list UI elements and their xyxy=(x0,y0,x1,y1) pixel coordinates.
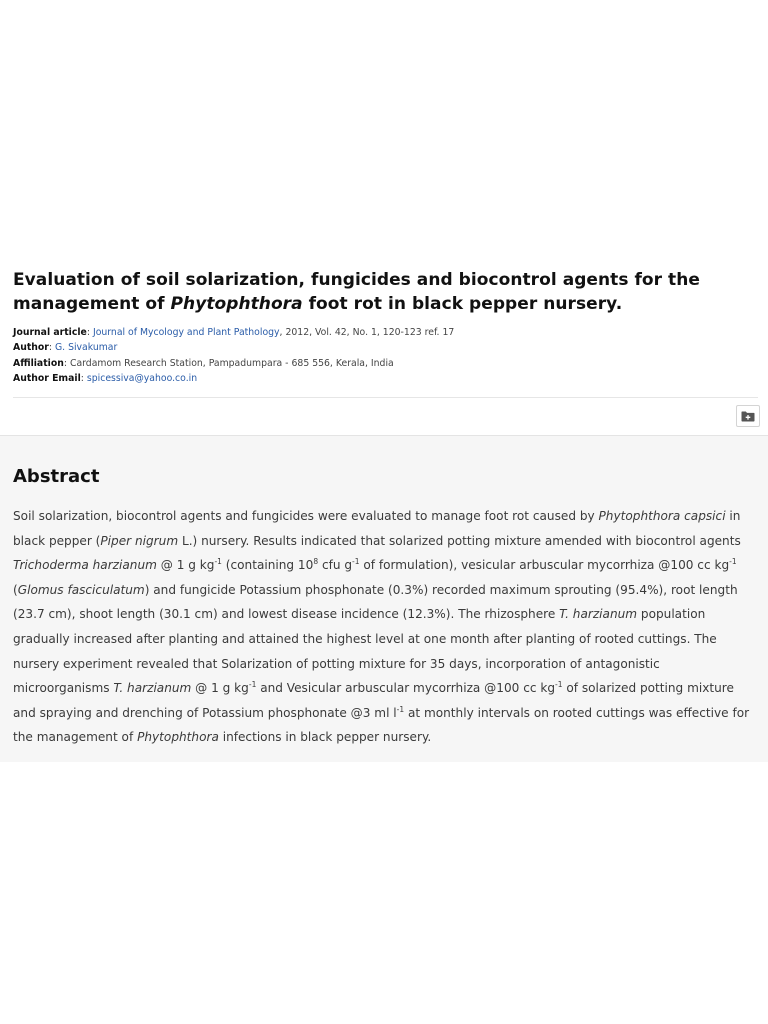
abstract-superscript: -1 xyxy=(396,704,405,714)
abstract-italic-term: Phytophthora capsici xyxy=(598,509,726,523)
affiliation-value: Cardamom Research Station, Pampadumpara - 685 556, Kerala, India xyxy=(69,357,394,369)
abstract-text-segment: Soil solarization, biocontrol agents and fungicides were evaluated to manage foot rot caused by xyxy=(13,509,599,523)
journal-details: , 2012, Vol. 42, No. 1, 120-123 ref. 17 xyxy=(279,327,455,338)
journal-row: Journal article: Journal of Mycology and Plant Pathology, 2012, Vol. 42, No. 1, 120-123 ref. 17 xyxy=(13,327,455,338)
affiliation-label: Affiliation xyxy=(13,357,64,369)
abstract-superscript: -1 xyxy=(352,557,360,567)
abstract-text-segment: at monthly intervals on rooted cuttings was effective for the management of xyxy=(13,705,750,745)
abstract-italic-term: T. harzianum xyxy=(113,681,192,696)
abstract-text-segment: ( xyxy=(13,582,18,597)
abstract-superscript: -1 xyxy=(214,557,222,567)
abstract-text-segment: population gradually increased after planting and attained the highest level at one month after planting of rooted cuttings. The nursery experiment revealed that Solarization of potting mixture for 35 days, incorporation of antagonistic microorganisms xyxy=(13,607,717,696)
abstract-superscript: -1 xyxy=(729,557,737,567)
email-label: Author Email xyxy=(13,372,81,384)
article-title xyxy=(13,268,758,316)
abstract-text-segment: @ 1 g kg xyxy=(191,681,249,696)
header-divider xyxy=(13,397,758,398)
add-to-folder-button[interactable] xyxy=(736,405,760,427)
abstract-text-segment: cfu g xyxy=(318,558,353,573)
abstract-text-segment: infections in black pepper nursery. xyxy=(218,730,432,745)
abstract-text xyxy=(13,504,758,750)
abstract-superscript: 8 xyxy=(313,557,319,567)
journal-label: Journal article xyxy=(13,327,87,338)
title-text-start: Evaluation of soil solarization, fungicides and biocontrol agents for the management of xyxy=(13,270,700,314)
affiliation-row: Affiliation: Cardamom Research Station, Pampadumpara - 685 556, Kerala, India xyxy=(13,357,394,369)
author-row: Author: G. Sivakumar xyxy=(13,342,118,354)
abstract-italic-term: T. harzianum xyxy=(559,607,638,622)
abstract-text-segment: of formulation), vesicular arbuscular mycorrhiza @100 cc kg xyxy=(359,558,730,573)
abstract-superscript: -1 xyxy=(555,680,563,690)
abstract-italic-term: Trichoderma harzianum xyxy=(13,558,157,573)
abstract-text-segment: ) and fungicide Potassium phosphonate (0.3%) recorded maximum sprouting (95.4%), root length (23.7 cm), shoot length (30.1 cm) and lowest disease incidence (12.3%). The rhizosphere xyxy=(13,582,738,622)
abstract-text-segment: in black pepper ( xyxy=(13,509,741,548)
journal-link[interactable]: Journal of Mycology and Plant Pathology xyxy=(92,327,280,338)
abstract-italic-term: Glomus fasciculatum xyxy=(17,582,145,597)
article-meta xyxy=(13,325,758,386)
folder-add-icon xyxy=(741,411,755,422)
abstract-heading: Abstract xyxy=(13,466,100,487)
abstract-text-segment: (containing 10 xyxy=(221,558,314,573)
abstract-text-segment: of solarized potting mixture and spraying and drenching of Potassium phosphonate @3 ml l xyxy=(13,681,734,720)
abstract-superscript: -1 xyxy=(248,680,257,690)
title-text-end: foot rot in black pepper nursery. xyxy=(302,294,623,314)
abstract-text-segment: @ 1 g kg xyxy=(156,558,215,573)
email-link[interactable]: spicessiva@yahoo.co.in xyxy=(86,372,198,384)
abstract-text-segment: L.) nursery. Results indicated that solarized potting mixture amended with biocontrol agents xyxy=(178,533,741,548)
abstract-text-segment: and Vesicular arbuscular mycorrhiza @100 cc kg xyxy=(256,681,556,696)
title-genus-italic: Phytophthora xyxy=(170,294,303,314)
abstract-section xyxy=(0,435,768,762)
article-header xyxy=(13,268,758,386)
abstract-italic-term: Phytophthora xyxy=(137,730,219,745)
author-link[interactable]: G. Sivakumar xyxy=(54,342,118,354)
author-label: Author xyxy=(13,342,49,354)
email-row: Author Email: spicessiva@yahoo.co.in xyxy=(13,372,198,384)
abstract-italic-term: Piper nigrum xyxy=(100,533,179,548)
